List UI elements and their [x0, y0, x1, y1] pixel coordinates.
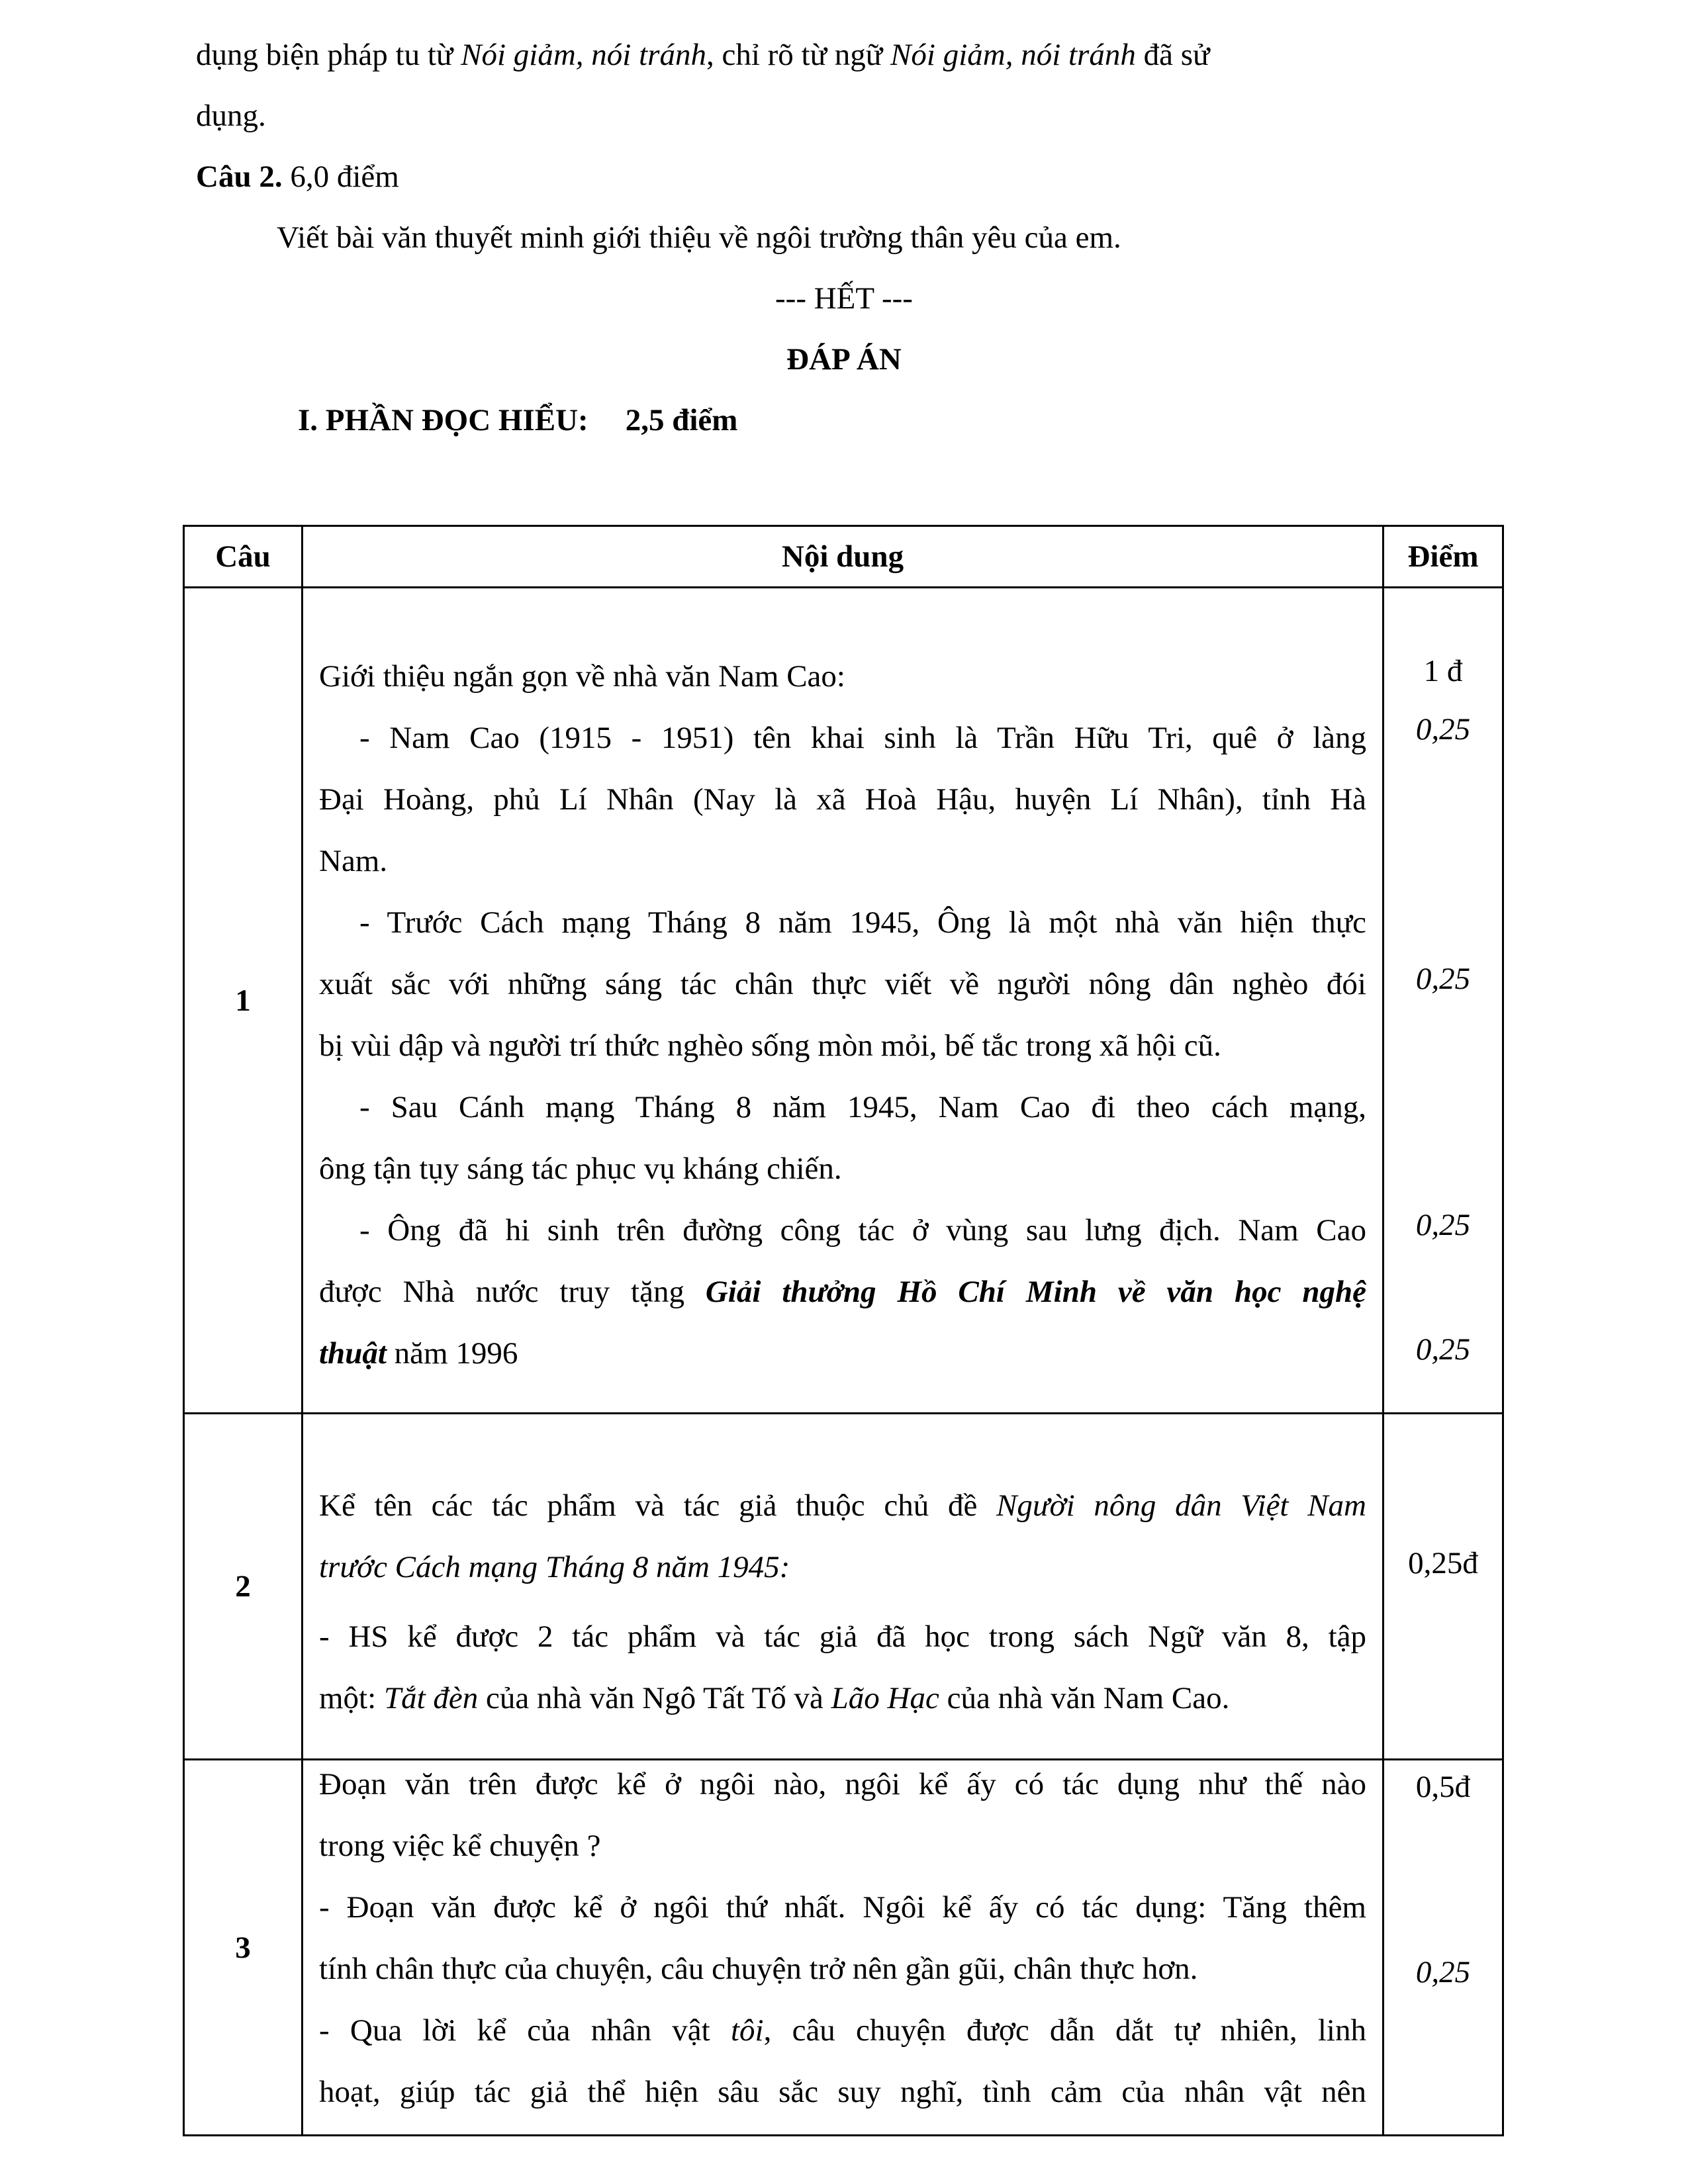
content-line: tính chân thực của chuyện, câu chuyện trở nên gần gũi, chân thực hơn. — [319, 1952, 1198, 1986]
content-line: - Sau Cánh mạng Tháng 8 năm 1945, Nam Cao đi theo cách mạng, — [359, 1090, 1366, 1124]
question-2-heading — [196, 158, 399, 195]
question-2-prompt: Viết bài văn thuyết minh giới thiệu về ngôi trường thân yêu của em. — [277, 220, 1121, 255]
italic-term: tôi — [730, 2013, 764, 2048]
content-line: bị vùi dập và người trí thức nghèo sống mòn mỏi, bế tắc trong xã hội cũ. — [319, 1028, 1221, 1063]
header-noi-dung: Nội dung — [303, 526, 1383, 588]
text-segment: - Qua lời kể của nhân vật — [319, 2013, 731, 2048]
content-line: hoạt, giúp tác giả thể hiện sâu sắc suy nghĩ, tình cảm của nhân vật nên — [319, 2075, 1366, 2109]
score-item: 0,25 — [1415, 1208, 1471, 1242]
content-line — [303, 1323, 1382, 1385]
score-item: 0,25 — [1415, 1332, 1471, 1367]
row-2-number: 2 — [184, 1414, 303, 1760]
content-line: xuất sắc với những sáng tác chân thực viết về người nông dân nghèo đói — [319, 967, 1366, 1001]
award-name: Giải thưởng Hồ Chí Minh về văn học nghệ — [705, 1275, 1366, 1309]
text-segment: được Nhà nước truy tặng — [319, 1275, 706, 1309]
content-line: Đoạn văn trên được kể ở ngôi nào, ngôi kể ấy có tác dụng như thế nào — [319, 1767, 1366, 1801]
answer-title: ĐÁP ÁN — [786, 342, 902, 377]
table-header-row — [184, 526, 1503, 588]
score-total: 0,5đ — [1415, 1770, 1471, 1804]
row-1-scores — [1383, 588, 1503, 1414]
section-title — [298, 402, 737, 439]
score-total: 1 đ — [1423, 654, 1463, 688]
text-segment: Kể tên các tác phẩm và tác giả thuộc chủ đề — [319, 1488, 997, 1523]
row-2-scores — [1383, 1414, 1503, 1760]
content-line: Đại Hoàng, phủ Lí Nhân (Nay là xã Hoà Hậu, huyện Lí Nhân), tỉnh Hà — [319, 782, 1366, 817]
row-1-number: 1 — [184, 588, 303, 1414]
content-line: Nam. — [319, 844, 388, 878]
question-2-points: 6,0 điểm — [282, 159, 399, 194]
row-3-content — [303, 1760, 1383, 2136]
award-name: thuật — [319, 1336, 387, 1371]
italic-term: Nói giảm, nói tránh — [890, 38, 1136, 72]
score-item: 0,25đ — [1408, 1546, 1478, 1580]
text-segment: của nhà văn Ngô Tất Tố và — [478, 1681, 831, 1715]
text-segment: một: — [319, 1681, 384, 1715]
work-title: Tắt đèn — [383, 1681, 479, 1715]
topic-name: Người nông dân Việt Nam — [996, 1488, 1366, 1523]
content-line: trước Cách mạng Tháng 8 năm 1945: — [319, 1550, 790, 1584]
row-2-content — [303, 1414, 1383, 1760]
header-diem: Điểm — [1383, 526, 1503, 588]
content-line: ông tận tụy sáng tác phục vụ kháng chiến. — [319, 1152, 842, 1186]
content-line — [303, 1261, 1382, 1323]
italic-term: Nói giảm, nói tránh — [461, 38, 706, 72]
text-segment: đã sử — [1135, 38, 1210, 72]
work-title: Lão Hạc — [831, 1681, 939, 1715]
content-line: trong việc kể chuyện ? — [319, 1829, 601, 1863]
text-segment: , chỉ rõ từ ngữ — [706, 38, 891, 72]
content-line: - HS kể được 2 tác phẩm và tác giả đã học trong sách Ngữ văn 8, tập — [319, 1619, 1366, 1654]
intro-line-1 — [196, 36, 1209, 73]
content-line — [303, 1475, 1382, 1537]
content-line — [303, 2000, 1382, 2062]
score-item: 0,25 — [1415, 962, 1471, 996]
score-item: 0,25 — [1415, 712, 1471, 747]
row-3-scores — [1383, 1760, 1503, 2136]
content-line — [303, 1668, 1382, 1729]
text-segment: của nhà văn Nam Cao. — [939, 1681, 1230, 1715]
table-row — [184, 1414, 1503, 1760]
content-line: - Ông đã hi sinh trên đường công tác ở vùng sau lưng địch. Nam Cao — [359, 1213, 1366, 1248]
section-points: 2,5 điểm — [625, 403, 738, 437]
row-1-content — [303, 588, 1383, 1414]
end-mark: --- HẾT --- — [775, 281, 913, 316]
table-row — [184, 1760, 1503, 2136]
table-row — [184, 588, 1503, 1414]
row-3-number: 3 — [184, 1760, 303, 2136]
intro-line-2: dụng. — [196, 99, 266, 133]
section-label: I. PHẦN ĐỌC HIỂU: — [298, 403, 588, 437]
text-segment: năm 1996 — [386, 1336, 518, 1371]
content-line: - Nam Cao (1915 - 1951) tên khai sinh là Trần Hữu Tri, quê ở làng — [359, 721, 1366, 755]
content-line: Giới thiệu ngắn gọn về nhà văn Nam Cao: — [319, 659, 845, 694]
text-segment: , câu chuyện được dẫn dắt tự nhiên, linh — [763, 2013, 1366, 2048]
header-cau: Câu — [184, 526, 303, 588]
answer-table — [183, 525, 1504, 2136]
score-item: 0,25 — [1415, 1955, 1471, 1989]
content-line: - Trước Cách mạng Tháng 8 năm 1945, Ông là một nhà văn hiện thực — [359, 905, 1366, 940]
content-line: - Đoạn văn được kể ở ngôi thứ nhất. Ngôi kể ấy có tác dụng: Tăng thêm — [319, 1890, 1366, 1925]
question-2-label: Câu 2. — [196, 159, 283, 194]
text-segment: dụng biện pháp tu từ — [196, 38, 461, 72]
